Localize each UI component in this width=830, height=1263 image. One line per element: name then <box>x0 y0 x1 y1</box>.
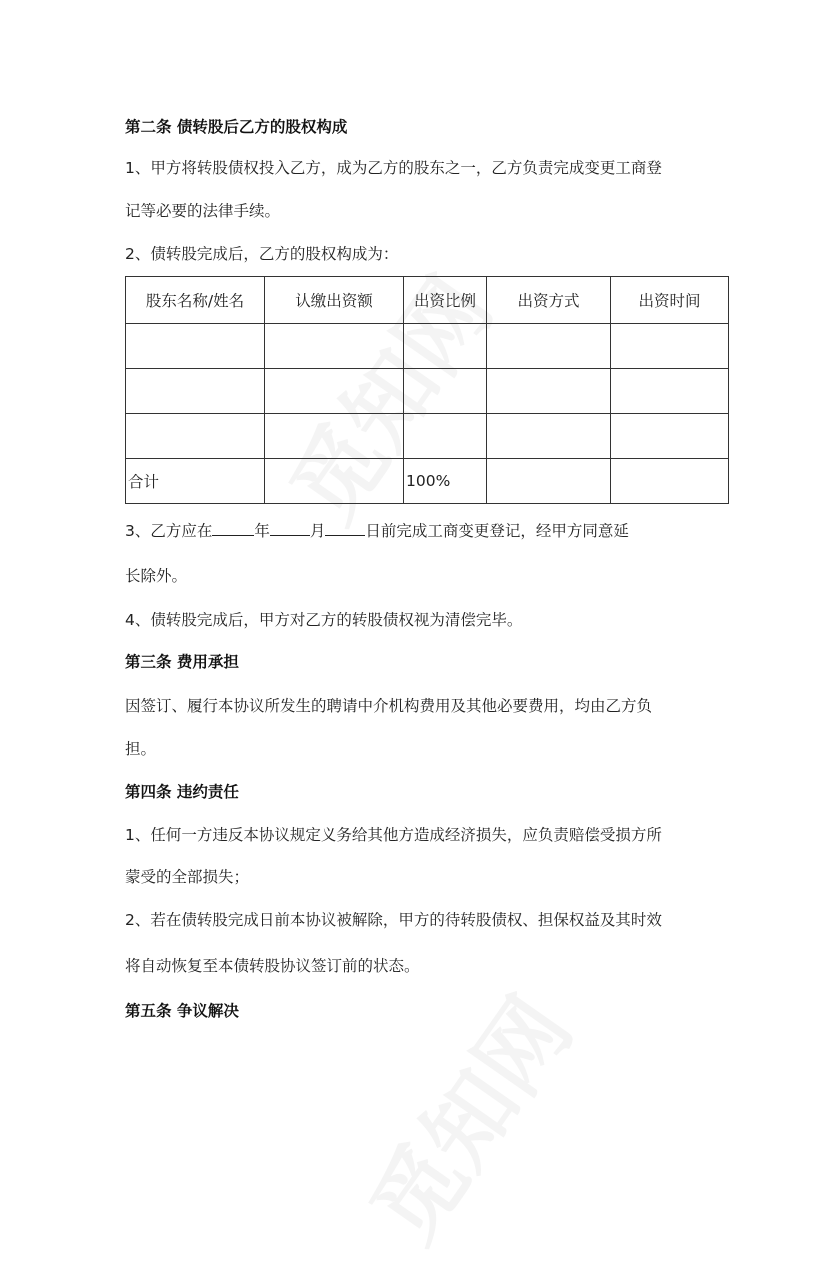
year-blank[interactable] <box>212 521 254 536</box>
cell <box>611 369 729 414</box>
cell <box>487 369 611 414</box>
table-row <box>126 414 729 459</box>
cell <box>404 369 487 414</box>
table-row <box>126 369 729 414</box>
cell <box>265 324 404 369</box>
table-header-row <box>126 277 729 324</box>
total-label: 合计 <box>126 459 265 504</box>
cell <box>611 414 729 459</box>
cell <box>487 414 611 459</box>
day-blank[interactable] <box>325 521 365 536</box>
total-ratio: 100% <box>404 459 487 504</box>
cell <box>265 369 404 414</box>
article4-p2-line2: 将自动恢复至本债转股协议签订前的状态。 <box>125 957 420 975</box>
article2-p3-line1 <box>125 521 629 541</box>
header-ratio: 出资比例 <box>404 277 487 324</box>
cell <box>611 324 729 369</box>
p3-prefix: 3、乙方应在 <box>125 522 213 540</box>
p3-suffix: 日前完成工商变更登记，经甲方同意延 <box>365 522 629 540</box>
cell <box>487 324 611 369</box>
article3-line1: 因签订、履行本协议所发生的聘请中介机构费用及其他必要费用，均由乙方负 <box>125 697 653 715</box>
article2-heading: 第二条 债转股后乙方的股权构成 <box>125 118 348 136</box>
article4-p1-line2: 蒙受的全部损失； <box>125 868 250 886</box>
cell <box>611 459 729 504</box>
article4-p1-line1: 1、任何一方违反本协议规定义务给其他方造成经济损失，应负责赔偿受损方所 <box>125 826 662 844</box>
header-shareholder-name: 股东名称/姓名 <box>126 277 265 324</box>
article2-p1-line2: 记等必要的法律手续。 <box>125 202 281 220</box>
cell <box>487 459 611 504</box>
watermark <box>334 967 595 1263</box>
header-time: 出资时间 <box>611 277 729 324</box>
header-subscribed-amount: 认缴出资额 <box>265 277 404 324</box>
month-blank[interactable] <box>270 521 310 536</box>
article2-p3-line2: 长除外。 <box>125 567 188 585</box>
article3-line2: 担。 <box>125 740 157 758</box>
header-method: 出资方式 <box>487 277 611 324</box>
article3-heading: 第三条 费用承担 <box>125 653 239 671</box>
p3-year: 年 <box>254 522 270 540</box>
article2-p4: 4、债转股完成后，甲方对乙方的转股债权视为清偿完毕。 <box>125 611 523 629</box>
article2-p1-line1: 1、甲方将转股债权投入乙方，成为乙方的股东之一，乙方负责完成变更工商登 <box>125 159 662 177</box>
cell <box>126 324 265 369</box>
cell <box>126 369 265 414</box>
cell <box>265 414 404 459</box>
cell <box>404 324 487 369</box>
table-total-row <box>126 459 729 504</box>
cell <box>126 414 265 459</box>
equity-structure-table <box>125 276 729 504</box>
table-row <box>126 324 729 369</box>
cell <box>265 459 404 504</box>
article2-p2: 2、债转股完成后，乙方的股权构成为： <box>125 245 399 263</box>
article5-heading: 第五条 争议解决 <box>125 1002 239 1020</box>
article4-p2-line1: 2、若在债转股完成日前本协议被解除，甲方的待转股债权、担保权益及其时效 <box>125 911 662 929</box>
p3-month: 月 <box>309 522 326 540</box>
article4-heading: 第四条 违约责任 <box>125 783 239 801</box>
cell <box>404 414 487 459</box>
